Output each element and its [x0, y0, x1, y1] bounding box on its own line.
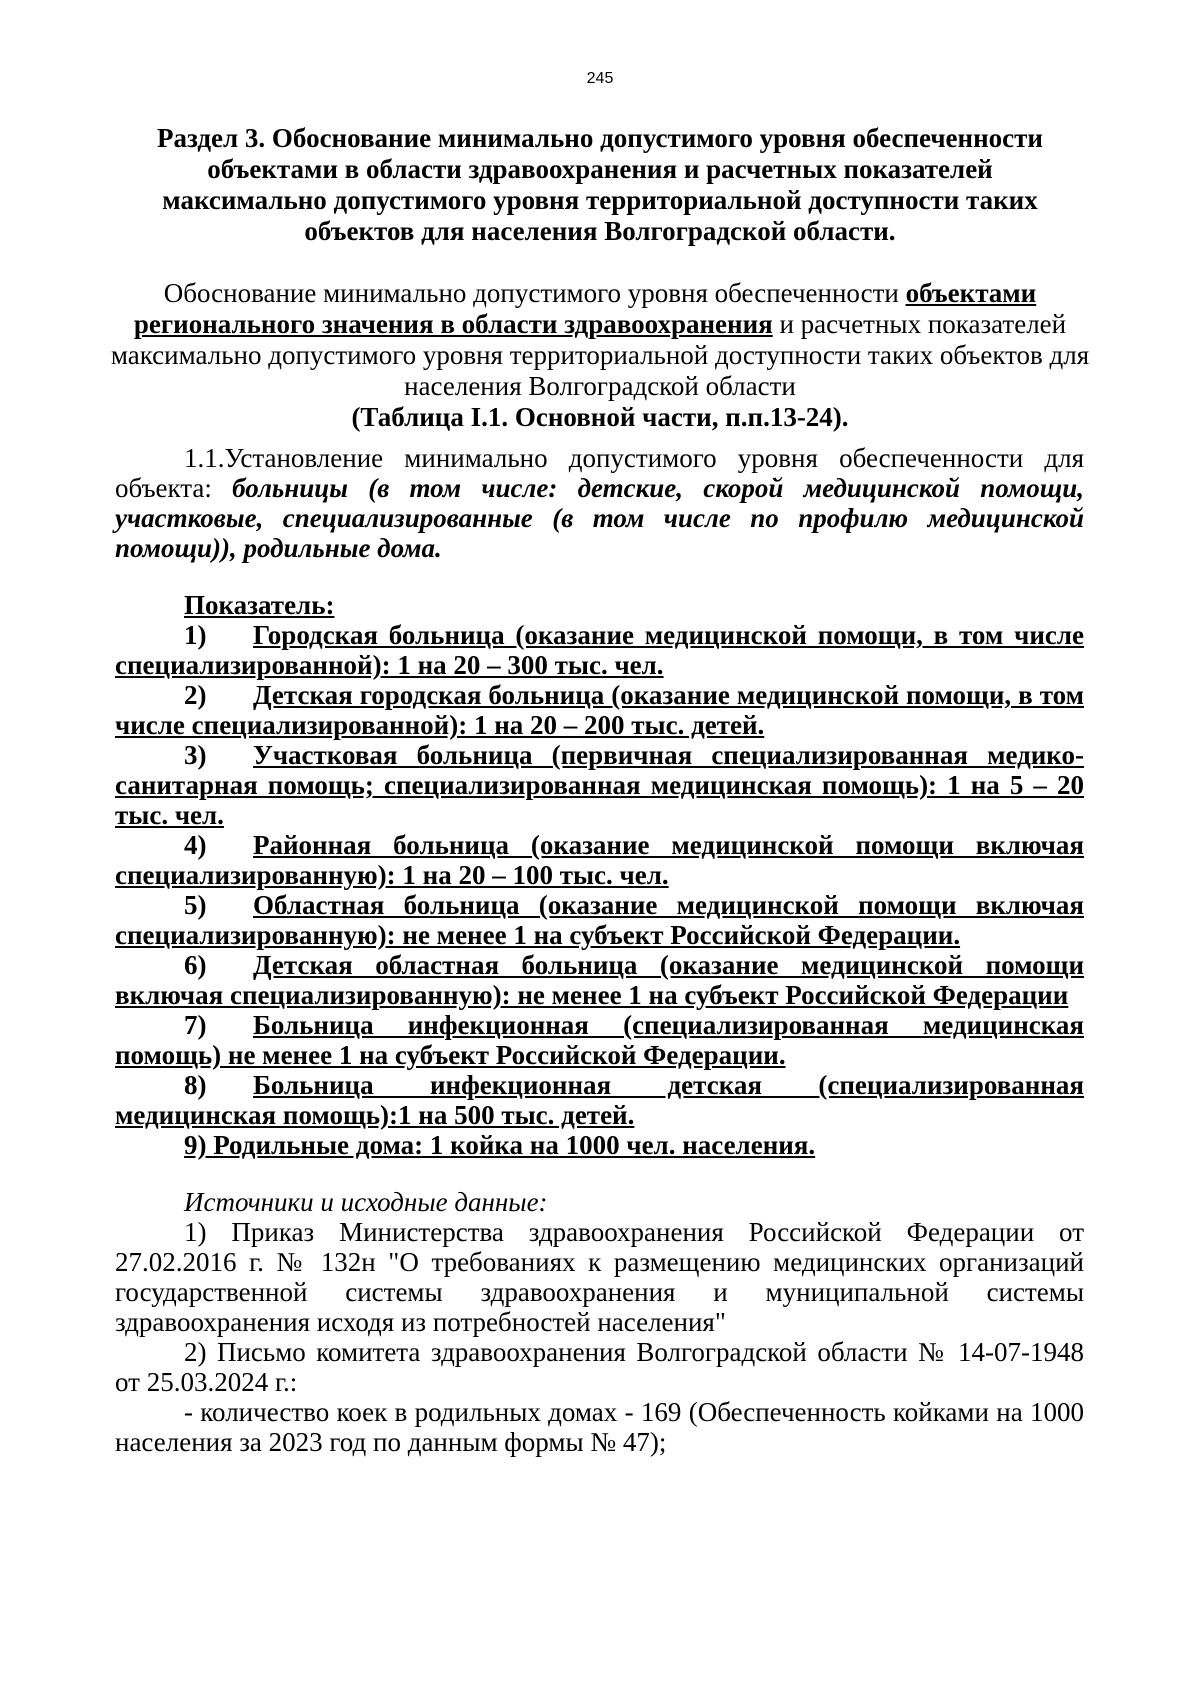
indicator-title-block	[115, 590, 1084, 620]
subheading	[110, 278, 1090, 433]
indicator-item-3-text: Участковая больница (первичная специализированная медико-санитарная помощь; специализированная медицинская помощь): 1 на 5 – 20 тыс. чел.	[115, 740, 1084, 830]
indicator-item-6-text: Детская областная больница (оказание медицинской помощи включая специализированную): не менее 1 на субъект Российской Федерации	[115, 950, 1084, 1010]
indicator-item-4	[115, 830, 1084, 890]
indicator-item-5-num: 5)	[184, 890, 207, 920]
sources-title-block	[115, 1187, 1084, 1217]
section-1-1-lead: 1.1.Установление минимально допустимого уровня обеспеченности для объекта:	[115, 443, 1084, 503]
indicator-item-8-num: 8)	[184, 1070, 207, 1100]
section-1-1-object: больницы (в том числе: детские, скорой медицинской помощи, участковые, специализированные (в том числе по профилю медицинской помощи)), родильные дома.	[115, 473, 1085, 563]
indicator-item-1-text: Городская больница (оказание медицинской помощи, в том числе специализированной): 1 на 20 – 300 тыс. чел.	[115, 620, 1084, 680]
indicator-item-7-text: Больница инфекционная (специализированная медицинская помощь) не менее 1 на субъект Российской Федерации.	[115, 1010, 1084, 1070]
indicator-title: Показатель:	[184, 590, 335, 620]
section-heading: Раздел 3. Обоснование минимально допустимого уровня обеспеченности объектами в области здравоохранения и расчетных показателей максимально допустимого уровня территориальной доступности таких объектов для населения Волгоградской области.	[157, 123, 1043, 246]
subheading-reference: (Таблица I.1. Основной части, п.п.13-24).	[351, 402, 849, 432]
indicator-item-5-text: Областная больница (оказание медицинской помощи включая специализированную): не менее 1 на субъект Российской Федерации.	[115, 890, 1084, 950]
source-2: 2) Письмо комитета здравоохранения Волгоградской области № 14-07-1948 от 25.03.2024 г.:	[115, 1337, 1084, 1397]
indicator-item-8-text: Больница инфекционная детская (специализированная медицинская помощь):1 на 500 тыс. детей.	[115, 1070, 1084, 1130]
indicator-item-7	[115, 1010, 1084, 1070]
sources-title: Источники и исходные данные:	[184, 1187, 548, 1217]
indicator-item-4-text: Районная больница (оказание медицинской помощи включая специализированную): 1 на 20 – 100 тыс. чел.	[115, 830, 1084, 890]
indicator-item-2	[115, 680, 1084, 740]
indicator-item-2-text: Детская городская больница (оказание медицинской помощи, в том числе специализированной): 1 на 20 – 200 тыс. детей.	[115, 680, 1084, 740]
page-number: 245	[586, 70, 614, 87]
subheading-emphasis: объектами регионального значения в области здравоохранения	[133, 278, 1037, 339]
subheading-part3: и расчетных показателей максимально допустимого уровня территориальной доступности таких объектов для населения Волгоградской области	[110, 309, 1090, 401]
indicator-item-6	[115, 950, 1084, 1010]
indicator-item-6-num: 6)	[184, 950, 207, 980]
indicator-item-7-num: 7)	[184, 1010, 207, 1040]
indicator-item-9-block	[115, 1130, 1084, 1160]
indicator-item-5	[115, 890, 1084, 950]
source-1: 1) Приказ Министерства здравоохранения Российской Федерации от 27.02.2016 г. № 132н "О требованиях к размещению медицинских организаций государственной системы здравоохранения и муниципальной системы здравоохранения исходя из потребностей населения"	[115, 1217, 1084, 1337]
indicator-item-4-num: 4)	[184, 830, 207, 860]
indicator-item-1	[115, 620, 1084, 680]
indicator-item-3-num: 3)	[184, 740, 207, 770]
subheading-part1: Обоснование минимально допустимого уровня обеспеченности	[163, 278, 906, 308]
indicator-item-2-num: 2)	[184, 680, 207, 710]
indicator-item-8	[115, 1070, 1084, 1130]
indicator-item-9: 9) Родильные дома: 1 койка на 1000 чел. населения.	[184, 1130, 816, 1160]
indicator-item-3	[115, 740, 1084, 830]
source-3: - количество коек в родильных домах - 169 (Обеспеченность койками на 1000 населения за 2023 год по данным формы № 47);	[115, 1397, 1084, 1457]
section-1-1-paragraph	[115, 443, 1084, 563]
indicator-item-1-num: 1)	[184, 620, 207, 650]
